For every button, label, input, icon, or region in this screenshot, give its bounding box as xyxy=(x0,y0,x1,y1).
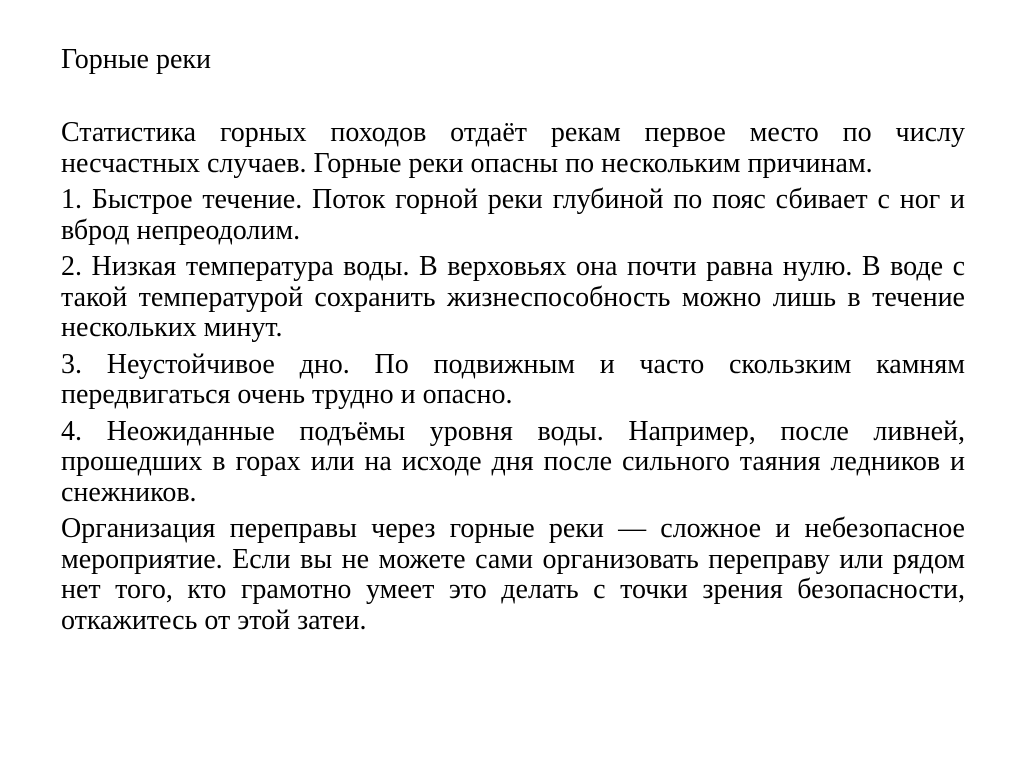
slide-content xyxy=(61,42,965,642)
paragraph-item-3-unstable-bottom: 3. Неустойчивое дно. По подвижным и часто скользким камням передвигаться очень трудно и опасно. xyxy=(61,348,965,410)
paragraph-item-2-low-temperature: 2. Низкая температура воды. В верховьях она почти равна нулю. В воде с такой температурой сохранить жизнеспособность можно лишь в течение нескольких минут. xyxy=(61,251,965,343)
paragraph-intro: Статистика горных походов отдаёт рекам первое место по числу несчастных случаев. Горные реки опасны по нескольким причинам. xyxy=(61,117,965,179)
paragraph-item-1-fast-current: 1. Быстрое течение. Поток горной реки глубиной по пояс сбивает с ног и вброд непреодолим. xyxy=(61,184,965,246)
paragraph-conclusion: Организация переправы через горные реки — сложное и небезопасное мероприятие. Если вы не можете сами организовать переправу или рядом нет того, кто грамотно умеет это делать с точки зрения безопасности, откажитесь от этой затеи. xyxy=(61,513,965,636)
paragraph-item-4-water-rise: 4. Неожиданные подъёмы уровня воды. Например, после ливней, прошедших в горах или на исходе дня после сильного таяния ледников и снежников. xyxy=(61,415,965,508)
slide-title: Горные реки xyxy=(61,44,211,75)
